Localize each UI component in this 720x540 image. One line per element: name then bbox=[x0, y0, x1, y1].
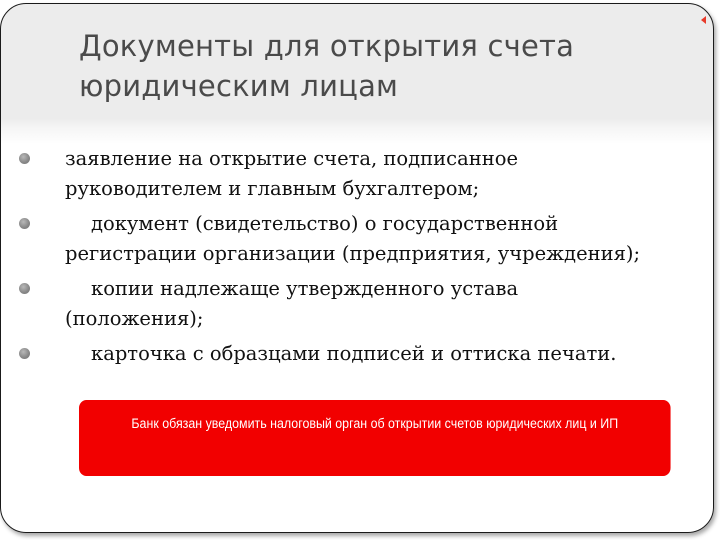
bullet-icon bbox=[19, 153, 30, 164]
notice-banner: Банк обязан уведомить налоговый орган об открытии счетов юридических лиц и ИП bbox=[79, 400, 671, 476]
list-item-text bbox=[65, 339, 679, 369]
list-item-line: регистрации организации (предприятия, учреждения); bbox=[65, 242, 641, 265]
document-list bbox=[19, 144, 679, 374]
accent-mark-icon bbox=[701, 16, 706, 24]
bullet-icon bbox=[19, 283, 30, 294]
slide-title bbox=[79, 26, 639, 106]
list-item bbox=[19, 339, 679, 369]
list-item-line: документ (свидетельство) о государственной bbox=[91, 212, 559, 235]
list-item bbox=[19, 144, 679, 204]
bullet-icon bbox=[19, 218, 30, 229]
list-item-text bbox=[65, 274, 679, 334]
list-item-line: заявление на открытие счета, подписанное bbox=[65, 147, 518, 170]
list-item-line: карточка с образцами подписей и оттиска печати. bbox=[91, 342, 617, 365]
list-item-line: копии надлежаще утвержденного устава bbox=[91, 277, 519, 300]
slide-title-line: Документы для открытия счета bbox=[79, 29, 575, 63]
list-item-line: (положения); bbox=[65, 307, 204, 330]
slide-title-line: юридическим лицам bbox=[79, 69, 399, 103]
slide-frame bbox=[0, 3, 714, 533]
list-item-text bbox=[65, 144, 679, 204]
bullet-icon bbox=[19, 348, 30, 359]
list-item-line: руководителем и главным бухгалтером; bbox=[65, 177, 480, 200]
list-item bbox=[19, 274, 679, 334]
list-item-text bbox=[65, 209, 679, 269]
list-item bbox=[19, 209, 679, 269]
